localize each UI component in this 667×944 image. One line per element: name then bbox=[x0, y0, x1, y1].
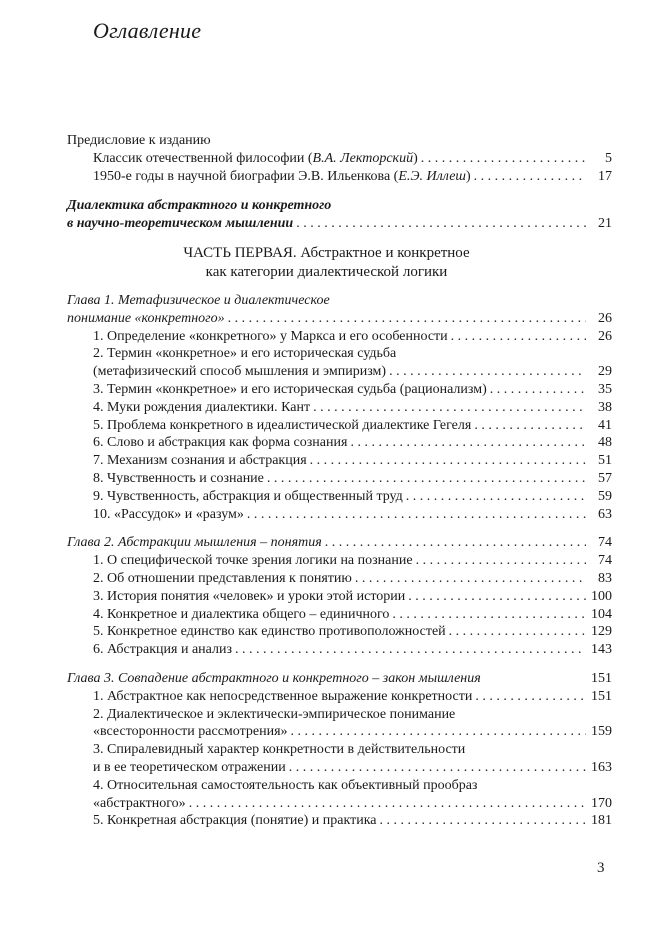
preface-heading: Предисловие к изданию bbox=[67, 133, 211, 148]
toc-entry-ch2-s3[interactable] bbox=[67, 588, 612, 606]
toc-entry-ch1-s7[interactable] bbox=[67, 452, 612, 470]
toc-entry-preface-2[interactable] bbox=[67, 168, 612, 186]
entry-label: 1. Абстрактное как непосредственное выражение конкретности bbox=[93, 688, 473, 704]
page-number: 74 bbox=[598, 535, 612, 551]
page-number: 104 bbox=[591, 606, 612, 622]
dot-leader bbox=[421, 150, 586, 168]
entry-label: 5. Проблема конкретного в идеалистической диалектике Гегеля bbox=[93, 417, 472, 433]
dot-leader bbox=[289, 759, 586, 777]
toc-entry-ch1-s8[interactable] bbox=[67, 470, 612, 488]
entry-label: «абстрактного» bbox=[93, 795, 186, 811]
toc-entry-ch1-s1[interactable] bbox=[67, 328, 612, 346]
dot-leader bbox=[449, 623, 586, 641]
dot-leader bbox=[350, 434, 586, 452]
dot-leader bbox=[380, 812, 587, 830]
entry-label: 6. Слово и абстракция как форма сознания bbox=[93, 435, 348, 451]
part-heading bbox=[67, 244, 612, 282]
table-of-contents bbox=[67, 132, 612, 830]
page-number: 129 bbox=[591, 624, 612, 640]
page-number: 17 bbox=[598, 168, 612, 184]
toc-entry-ch2-s2[interactable] bbox=[67, 570, 612, 588]
toc-entry-chapter3[interactable] bbox=[67, 670, 612, 688]
entry-label: 9. Чувственность, абстракция и общественный труд bbox=[93, 488, 403, 504]
entry-label: 3. Термин «конкретное» и его историческая судьба (рационализм) bbox=[93, 381, 487, 397]
toc-entry-ch1-s3[interactable] bbox=[67, 381, 612, 399]
entry-label-line1: 2. Диалектическое и эклектически-эмпирическое понимание bbox=[93, 706, 456, 722]
dot-leader bbox=[296, 215, 586, 233]
entry-label: и в ее теоретическом отражении bbox=[93, 759, 286, 775]
dot-leader bbox=[247, 506, 586, 524]
page-number: 151 bbox=[591, 688, 612, 704]
page-number: 41 bbox=[598, 417, 612, 433]
toc-entry-ch1-s5[interactable] bbox=[67, 417, 612, 435]
page-number: 51 bbox=[598, 453, 612, 469]
page-number: 170 bbox=[591, 795, 612, 811]
page-number: 151 bbox=[591, 670, 612, 686]
page-number: 57 bbox=[598, 470, 612, 486]
dot-leader bbox=[408, 588, 586, 606]
entry-label: 8. Чувственность и сознание bbox=[93, 470, 264, 486]
entry-label-line1: 4. Относительная самостоятельность как объективный прообраз bbox=[93, 777, 478, 793]
page-number: 74 bbox=[598, 553, 612, 569]
page-number: 83 bbox=[598, 570, 612, 586]
toc-entry-ch2-s4[interactable] bbox=[67, 606, 612, 624]
entry-label: 1. О специфической точке зрения логики на познание bbox=[93, 553, 413, 569]
dot-leader bbox=[228, 310, 586, 328]
entry-label: «всесторонности рассмотрения» bbox=[93, 724, 288, 740]
entry-label: понимание «конкретного» bbox=[67, 310, 225, 326]
page-number: 38 bbox=[598, 399, 612, 415]
toc-entry-ch1-s9[interactable] bbox=[67, 488, 612, 506]
page-number: 181 bbox=[591, 813, 612, 829]
toc-entry-ch3-s5[interactable] bbox=[67, 812, 612, 830]
page-number: 21 bbox=[598, 216, 612, 232]
page-folio: 3 bbox=[597, 860, 605, 876]
page-number: 35 bbox=[598, 381, 612, 397]
page-number: 100 bbox=[591, 588, 612, 604]
entry-label: 6. Абстракция и анализ bbox=[93, 642, 233, 658]
dot-leader bbox=[416, 552, 586, 570]
dot-leader bbox=[313, 399, 586, 417]
entry-label: 4. Конкретное и диалектика общего – единичного bbox=[93, 606, 390, 622]
entry-label: в научно-теоретическом мышлении bbox=[67, 216, 294, 232]
entry-label: (метафизический способ мышления и эмпиризм) bbox=[93, 364, 387, 380]
dot-leader bbox=[291, 723, 586, 741]
entry-label: 1950-е годы в научной биографии Э.В. Ильенкова (Е.Э. Иллеш) bbox=[93, 168, 471, 184]
entry-label: 5. Конкретная абстракция (понятие) и практика bbox=[93, 813, 377, 829]
entry-label: 1. Определение «конкретного» у Маркса и его особенности bbox=[93, 328, 448, 344]
page-number: 26 bbox=[598, 310, 612, 326]
toc-entry-ch3-s3[interactable] bbox=[67, 759, 612, 777]
toc-entry-ch3-s2[interactable] bbox=[67, 723, 612, 741]
page-number: 143 bbox=[591, 642, 612, 658]
part-heading-line1: ЧАСТЬ ПЕРВАЯ. Абстрактное и конкретное bbox=[183, 244, 470, 261]
entry-label: Глава 2. Абстракции мышления – понятия bbox=[67, 535, 322, 551]
dot-leader bbox=[392, 606, 586, 624]
page-number: 163 bbox=[591, 759, 612, 775]
toc-entry-ch3-s4[interactable] bbox=[67, 795, 612, 813]
dot-leader bbox=[310, 452, 586, 470]
dot-leader bbox=[235, 641, 586, 659]
intro-title-line1: Диалектика абстрактного и конкретного bbox=[67, 198, 332, 214]
page-number: 5 bbox=[605, 150, 612, 166]
chapter1-title-line1: Глава 1. Метафизическое и диалектическое bbox=[67, 292, 330, 308]
page-number: 63 bbox=[598, 506, 612, 522]
toc-entry-ch1-s10[interactable] bbox=[67, 506, 612, 524]
dot-leader bbox=[389, 363, 586, 381]
toc-entry-chapter1[interactable] bbox=[67, 310, 612, 328]
page-number: 59 bbox=[598, 488, 612, 504]
dot-leader bbox=[325, 534, 586, 552]
entry-label-line1: 3. Спиралевидный характер конкретности в действительности bbox=[93, 742, 466, 758]
dot-leader bbox=[189, 795, 586, 813]
entry-label: 10. «Рассудок» и «разум» bbox=[93, 506, 244, 522]
dot-leader bbox=[355, 570, 586, 588]
entry-label: Классик отечественной философии (В.А. Лекторский) bbox=[93, 150, 418, 166]
dot-leader bbox=[267, 470, 586, 488]
entry-label-line1: 2. Термин «конкретное» и его историческая судьба bbox=[93, 346, 397, 362]
part-heading-line2: как категории диалектической логики bbox=[205, 263, 448, 280]
page-title: Оглавление bbox=[93, 18, 202, 43]
dot-leader bbox=[474, 168, 586, 186]
entry-label: 5. Конкретное единство как единство противоположностей bbox=[93, 624, 446, 640]
toc-entry-ch2-s1[interactable] bbox=[67, 552, 612, 570]
dot-leader bbox=[406, 488, 586, 506]
toc-entry-ch2-s6[interactable] bbox=[67, 641, 612, 659]
entry-label: 7. Механизм сознания и абстракция bbox=[93, 453, 307, 469]
page-number: 159 bbox=[591, 724, 612, 740]
toc-entry-ch1-s4[interactable] bbox=[67, 399, 612, 417]
dot-leader bbox=[490, 381, 586, 399]
toc-entry-ch3-s1[interactable] bbox=[67, 688, 612, 706]
entry-label: Глава 3. Совпадение абстрактного и конкретного – закон мышления bbox=[67, 670, 481, 686]
entry-label: 4. Муки рождения диалектики. Кант bbox=[93, 399, 311, 415]
toc-entry-chapter2[interactable] bbox=[67, 534, 612, 552]
dot-leader bbox=[474, 417, 586, 435]
toc-entry-ch1-s6[interactable] bbox=[67, 434, 612, 452]
dot-leader bbox=[475, 688, 586, 706]
toc-entry-preface-1[interactable] bbox=[67, 150, 612, 168]
dot-leader bbox=[451, 328, 586, 346]
entry-label: 2. Об отношении представления к понятию bbox=[93, 570, 352, 586]
toc-entry-ch1-s2[interactable] bbox=[67, 363, 612, 381]
entry-label: 3. История понятия «человек» и уроки этой истории bbox=[93, 588, 406, 604]
page-number: 29 bbox=[598, 364, 612, 380]
page-number: 26 bbox=[598, 328, 612, 344]
page-number: 48 bbox=[598, 435, 612, 451]
toc-entry-intro[interactable] bbox=[67, 215, 612, 233]
toc-entry-ch2-s5[interactable] bbox=[67, 623, 612, 641]
